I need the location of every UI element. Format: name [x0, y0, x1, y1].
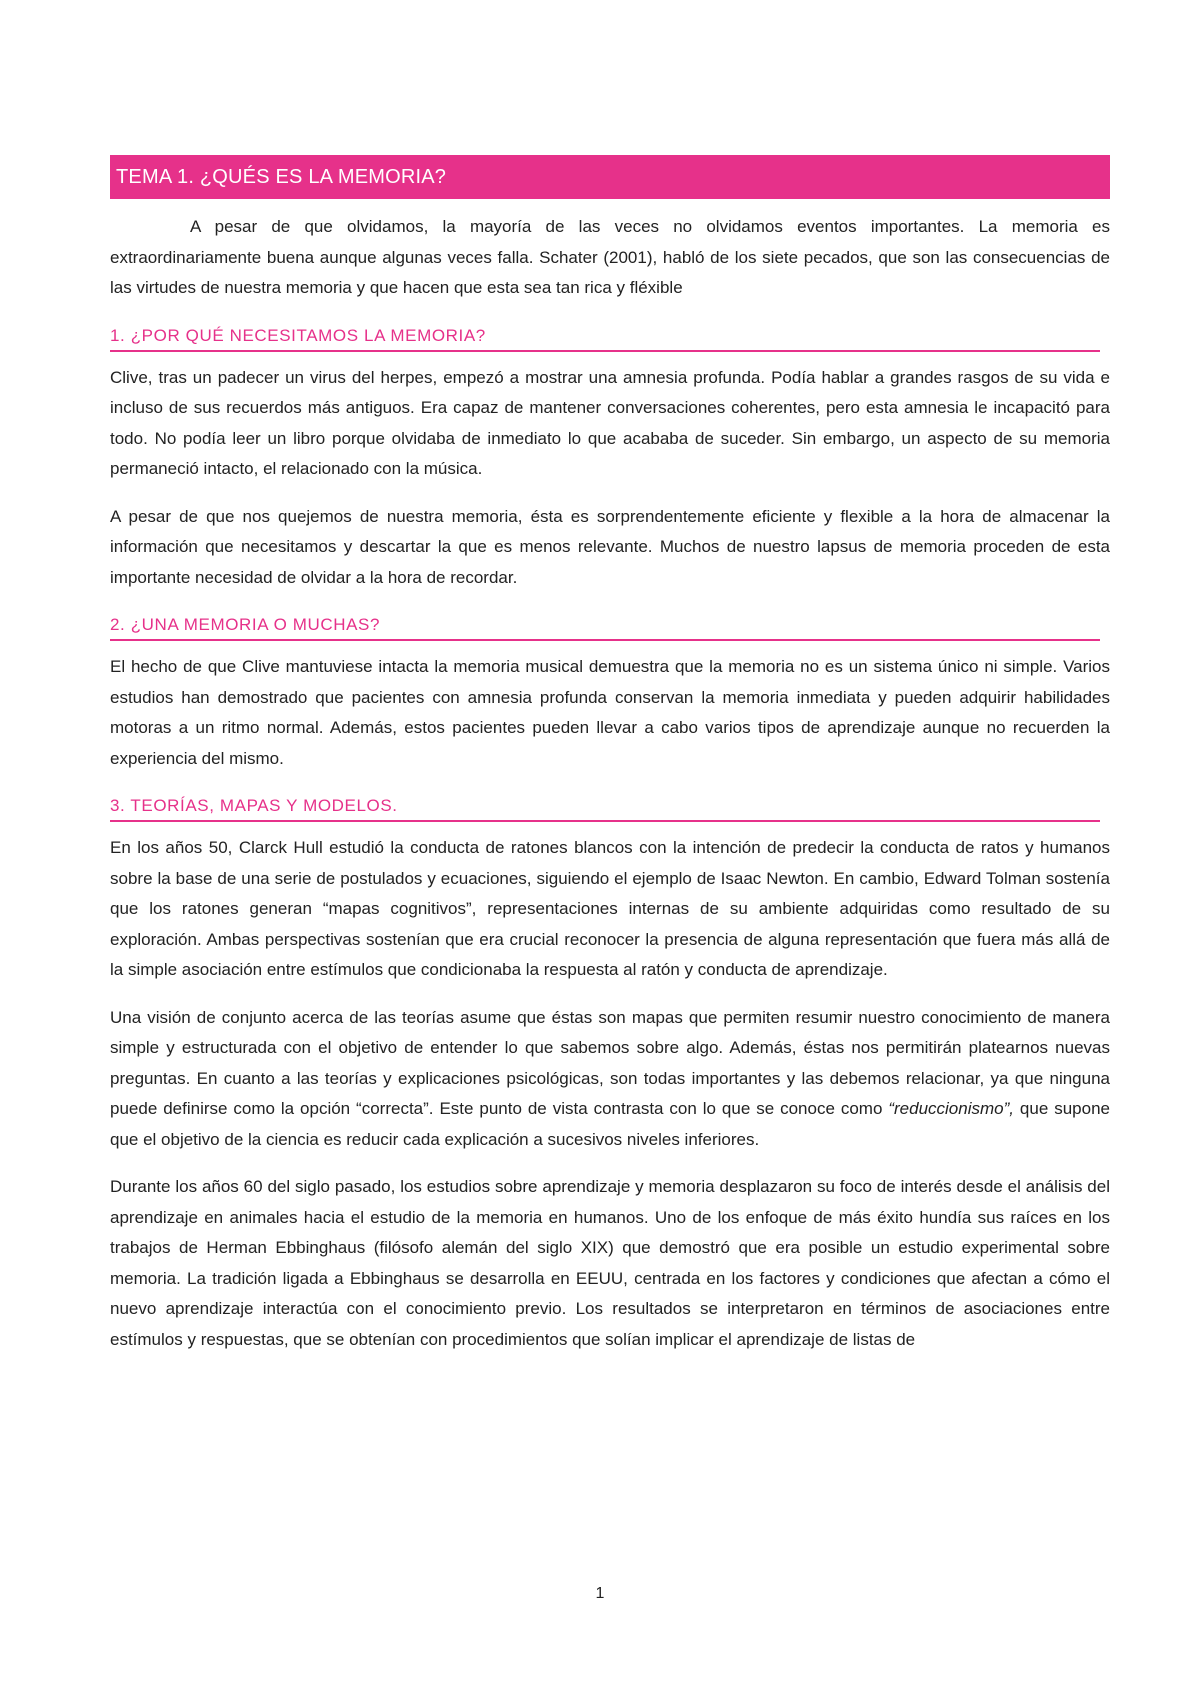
- section-3-paragraph-2: [110, 1003, 1110, 1156]
- section-heading-2: 2. ¿UNA MEMORIA O MUCHAS?: [110, 615, 1100, 641]
- section-3-paragraph-3: Durante los años 60 del siglo pasado, los estudios sobre aprendizaje y memoria desplazaron su foco de interés desde el análisis del aprendizaje en animales hacia el estudio de la memoria en humanos. Uno de los enfoque de más éxito hundía sus raíces en los trabajos de Herman Ebbinghaus (filósofo alemán del siglo XIX) que demostró que era posible un estudio experimental sobre memoria. La tradición ligada a Ebbinghaus se desarrolla en EEUU, centrada en los factores y condiciones que afectan a cómo el nuevo aprendizaje interactúa con el conocimiento previo. Los resultados se interpretaron en términos de asociaciones entre estímulos y respuestas, que se obtenían con procedimientos que solían implicar el aprendizaje de listas de: [110, 1177, 1110, 1349]
- section-1-paragraph-2: A pesar de que nos quejemos de nuestra memoria, ésta es sorprendentemente eficiente y flexible a la hora de almacenar la información que necesitamos y descartar la que es menos relevante. Muchos de nuestro lapsus de memoria proceden de esta importante necesidad de olvidar a la hora de recordar.: [110, 506, 1110, 587]
- document-content: [110, 155, 1110, 1355]
- intro-paragraph: A pesar de que olvidamos, la mayoría de las veces no olvidamos eventos importantes. La memoria es extraordinariamente buena aunque algunas veces falla. Schater (2001), habló de los siete pecados, que son las consecuencias de las virtudes de nuestra memoria y que hacen que esta sea tan rica y fléxible: [110, 217, 1110, 297]
- section-3-paragraph-2-after: que supone que el objetivo de la ciencia es reducir cada explicación a sucesivos niveles inferiores.: [110, 1099, 1110, 1149]
- section-heading-3: 3. TEORÍAS, MAPAS Y MODELOS.: [110, 796, 1100, 822]
- section-1-paragraph-1: Clive, tras un padecer un virus del herpes, empezó a mostrar una amnesia profunda. Podía hablar a grandes rasgos de su vida e incluso de sus recuerdos más antiguos. Era capaz de mantener conversaciones coherentes, pero esta amnesia le incapacitó para todo. No podía leer un libro porque olvidaba de inmediato lo que acababa de suceder. Sin embargo, un aspecto de su memoria permaneció intacto, el relacionado con la música.: [110, 367, 1110, 478]
- section-3-paragraph-1: En los años 50, Clarck Hull estudió la conducta de ratones blancos con la intención de predecir la conducta de ratos y humanos sobre la base de una serie de postulados y ecuaciones, siguiendo el ejemplo de Isaac Newton. En cambio, Edward Tolman sostenía que los ratones generan “mapas cognitivos”, representaciones internas de su ambiente adquiridas como resultado de su exploración. Ambas perspectivas sostenían que era crucial reconocer la presencia de alguna representación que fuera más allá de la simple asociación entre estímulos que condicionaba la respuesta al ratón y conducta de aprendizaje.: [110, 838, 1110, 979]
- section-heading-1: 1. ¿POR QUÉ NECESITAMOS LA MEMORIA?: [110, 326, 1100, 352]
- section-3-paragraph-2-before: Una visión de conjunto acerca de las teorías asume que éstas son mapas que permiten resumir nuestro conocimiento de manera simple y estructurada con el objetivo de entender lo que sabemos sobre algo. Además, éstas nos permitirán platearnos nuevas preguntas. En cuanto a las teorías y explicaciones psicológicas, son todas importantes y las debemos relacionar, ya que ninguna puede definirse como la opción “correcta”. Este punto de vista contrasta con lo que se conoce como: [110, 1007, 1110, 1118]
- page-number: 1: [595, 1585, 605, 1602]
- reduccionismo-term: “reduccionismo”,: [888, 1099, 1014, 1118]
- section-2-paragraph-1: El hecho de que Clive mantuviese intacta la memoria musical demuestra que la memoria no es un sistema único ni simple. Varios estudios han demostrado que pacientes con amnesia profunda conservan la memoria inmediata y pueden adquirir habilidades motoras a un ritmo normal. Además, estos pacientes pueden llevar a cabo varios tipos de aprendizaje aunque no recuerden la experiencia del mismo.: [110, 657, 1110, 768]
- chapter-title: TEMA 1. ¿QUÉS ES LA MEMORIA?: [110, 155, 1110, 199]
